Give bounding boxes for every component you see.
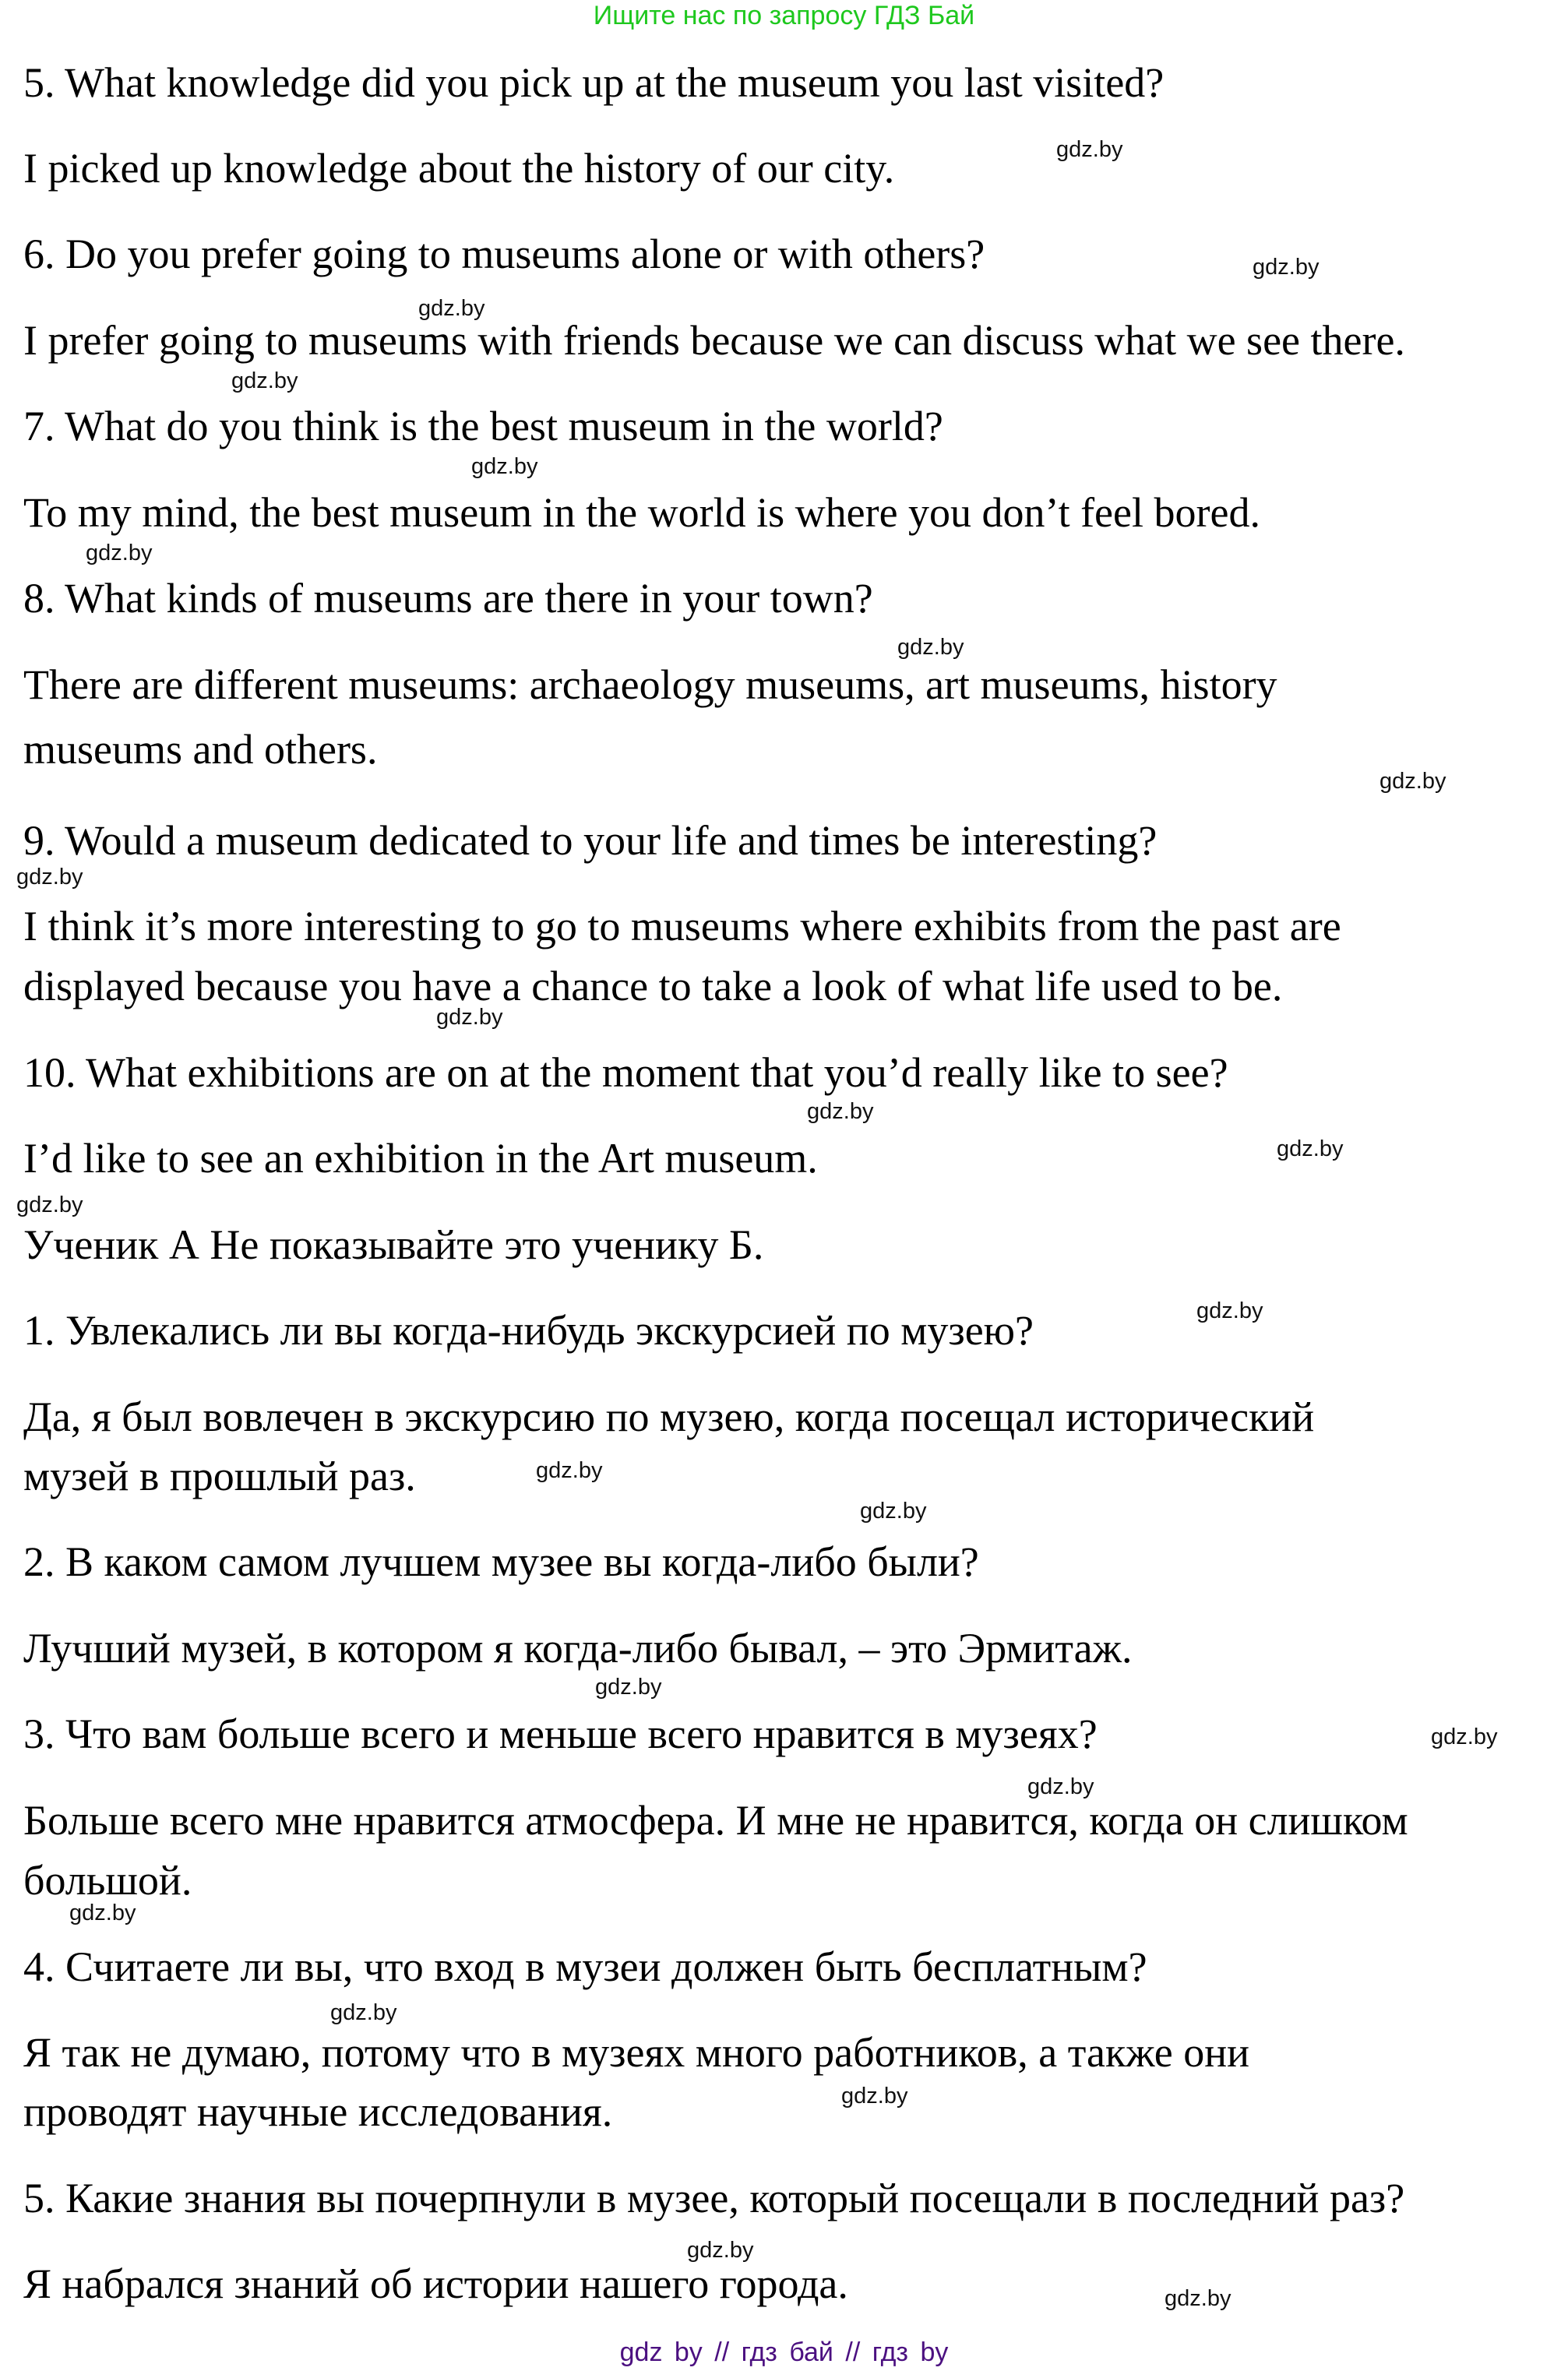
watermark-label: gdz.by [1277, 1136, 1344, 1161]
answer-text: I picked up knowledge about the history of our city. [23, 145, 895, 192]
answer-text: I think it’s more interesting to go to museums where exhibits from the past are [23, 903, 1341, 949]
answer-text: I prefer going to museums with friends because we can discuss what we see there. [23, 317, 1405, 364]
answer-text: музей в прошлый раз. [23, 1453, 416, 1499]
question-text: 6. Do you prefer going to museums alone or with others? [23, 231, 985, 277]
answer-text: проводят научные исследования. [23, 2088, 613, 2135]
answer-text: To my mind, the best museum in the world is where you don’t feel bored. [23, 489, 1260, 536]
watermark-label: gdz.by [536, 1458, 603, 1483]
question-text: 10. What exhibitions are on at the moment that you’d really like to see? [23, 1049, 1228, 1096]
watermark-label: gdz.by [1027, 1774, 1094, 1799]
question-text: 2. В каком самом лучшем музее вы когда-либо были? [23, 1538, 979, 1585]
question-text: 7. What do you think is the best museum in the world? [23, 403, 943, 449]
watermark-label: gdz.by [1253, 255, 1320, 280]
watermark-label: gdz.by [595, 1675, 662, 1700]
watermark-label: gdz.by [1165, 2286, 1231, 2311]
watermark-label: gdz.by [807, 1099, 874, 1124]
search-hint-banner: Ищите нас по запросу ГДЗ Бай [593, 1, 975, 30]
question-text: 1. Увлекались ли вы когда-нибудь экскурсией по музею? [23, 1307, 1034, 1354]
watermark-label: gdz.by [1056, 137, 1123, 162]
question-text: 5. What knowledge did you pick up at the museum you last visited? [23, 59, 1165, 106]
answer-text: Лучший музей, в котором я когда-либо бывал, – это Эрмитаж. [23, 1625, 1133, 1672]
watermark-label: gdz.by [860, 1499, 927, 1524]
question-text: 4. Считаете ли вы, что вход в музеи должен быть бесплатным? [23, 1943, 1147, 1990]
answer-text: There are different museums: archaeology museums, art museums, history [23, 661, 1277, 708]
watermark-label: gdz.by [1379, 769, 1446, 794]
watermark-label: gdz.by [16, 1193, 83, 1217]
footer-site-links: gdz by // гдз бай // гдз by [619, 2338, 949, 2367]
watermark-label: gdz.by [841, 2084, 908, 2109]
question-text: 5. Какие знания вы почерпнули в музее, который посещали в последний раз? [23, 2175, 1405, 2221]
answer-text: большой. [23, 1857, 192, 1904]
question-text: 9. Would a museum dedicated to your life and times be interesting? [23, 817, 1158, 864]
answer-text: Я так не думаю, потому что в музеях много работников, а также они [23, 2029, 1250, 2076]
watermark-label: gdz.by [330, 2000, 397, 2025]
answer-text: Да, я был вовлечен в экскурсию по музею, когда посещал исторический [23, 1393, 1315, 1440]
watermark-label: gdz.by [687, 2238, 754, 2263]
answer-text: I’d like to see an exhibition in the Art museum. [23, 1135, 818, 1182]
watermark-label: gdz.by [231, 368, 298, 393]
watermark-label: gdz.by [1431, 1725, 1498, 1749]
watermark-label: gdz.by [1196, 1298, 1263, 1323]
watermark-label: gdz.by [418, 296, 485, 321]
answer-text: displayed because you have a chance to take a look of what life used to be. [23, 963, 1283, 1009]
watermark-label: gdz.by [86, 541, 153, 565]
answer-text: museums and others. [23, 726, 378, 773]
watermark-label: gdz.by [69, 1901, 136, 1925]
watermark-label: gdz.by [471, 454, 538, 479]
watermark-label: gdz.by [16, 865, 83, 890]
answer-text: Больше всего мне нравится атмосфера. И мне не нравится, когда он слишком [23, 1797, 1408, 1844]
question-text: 3. Что вам больше всего и меньше всего нравится в музеях? [23, 1710, 1098, 1757]
question-text: 8. What kinds of museums are there in your town? [23, 575, 873, 622]
watermark-label: gdz.by [897, 635, 964, 660]
watermark-label: gdz.by [436, 1005, 503, 1030]
section-heading: Ученик А Не показывайте это ученику Б. [23, 1221, 764, 1268]
answer-text: Я набрался знаний об истории нашего города. [23, 2260, 848, 2307]
